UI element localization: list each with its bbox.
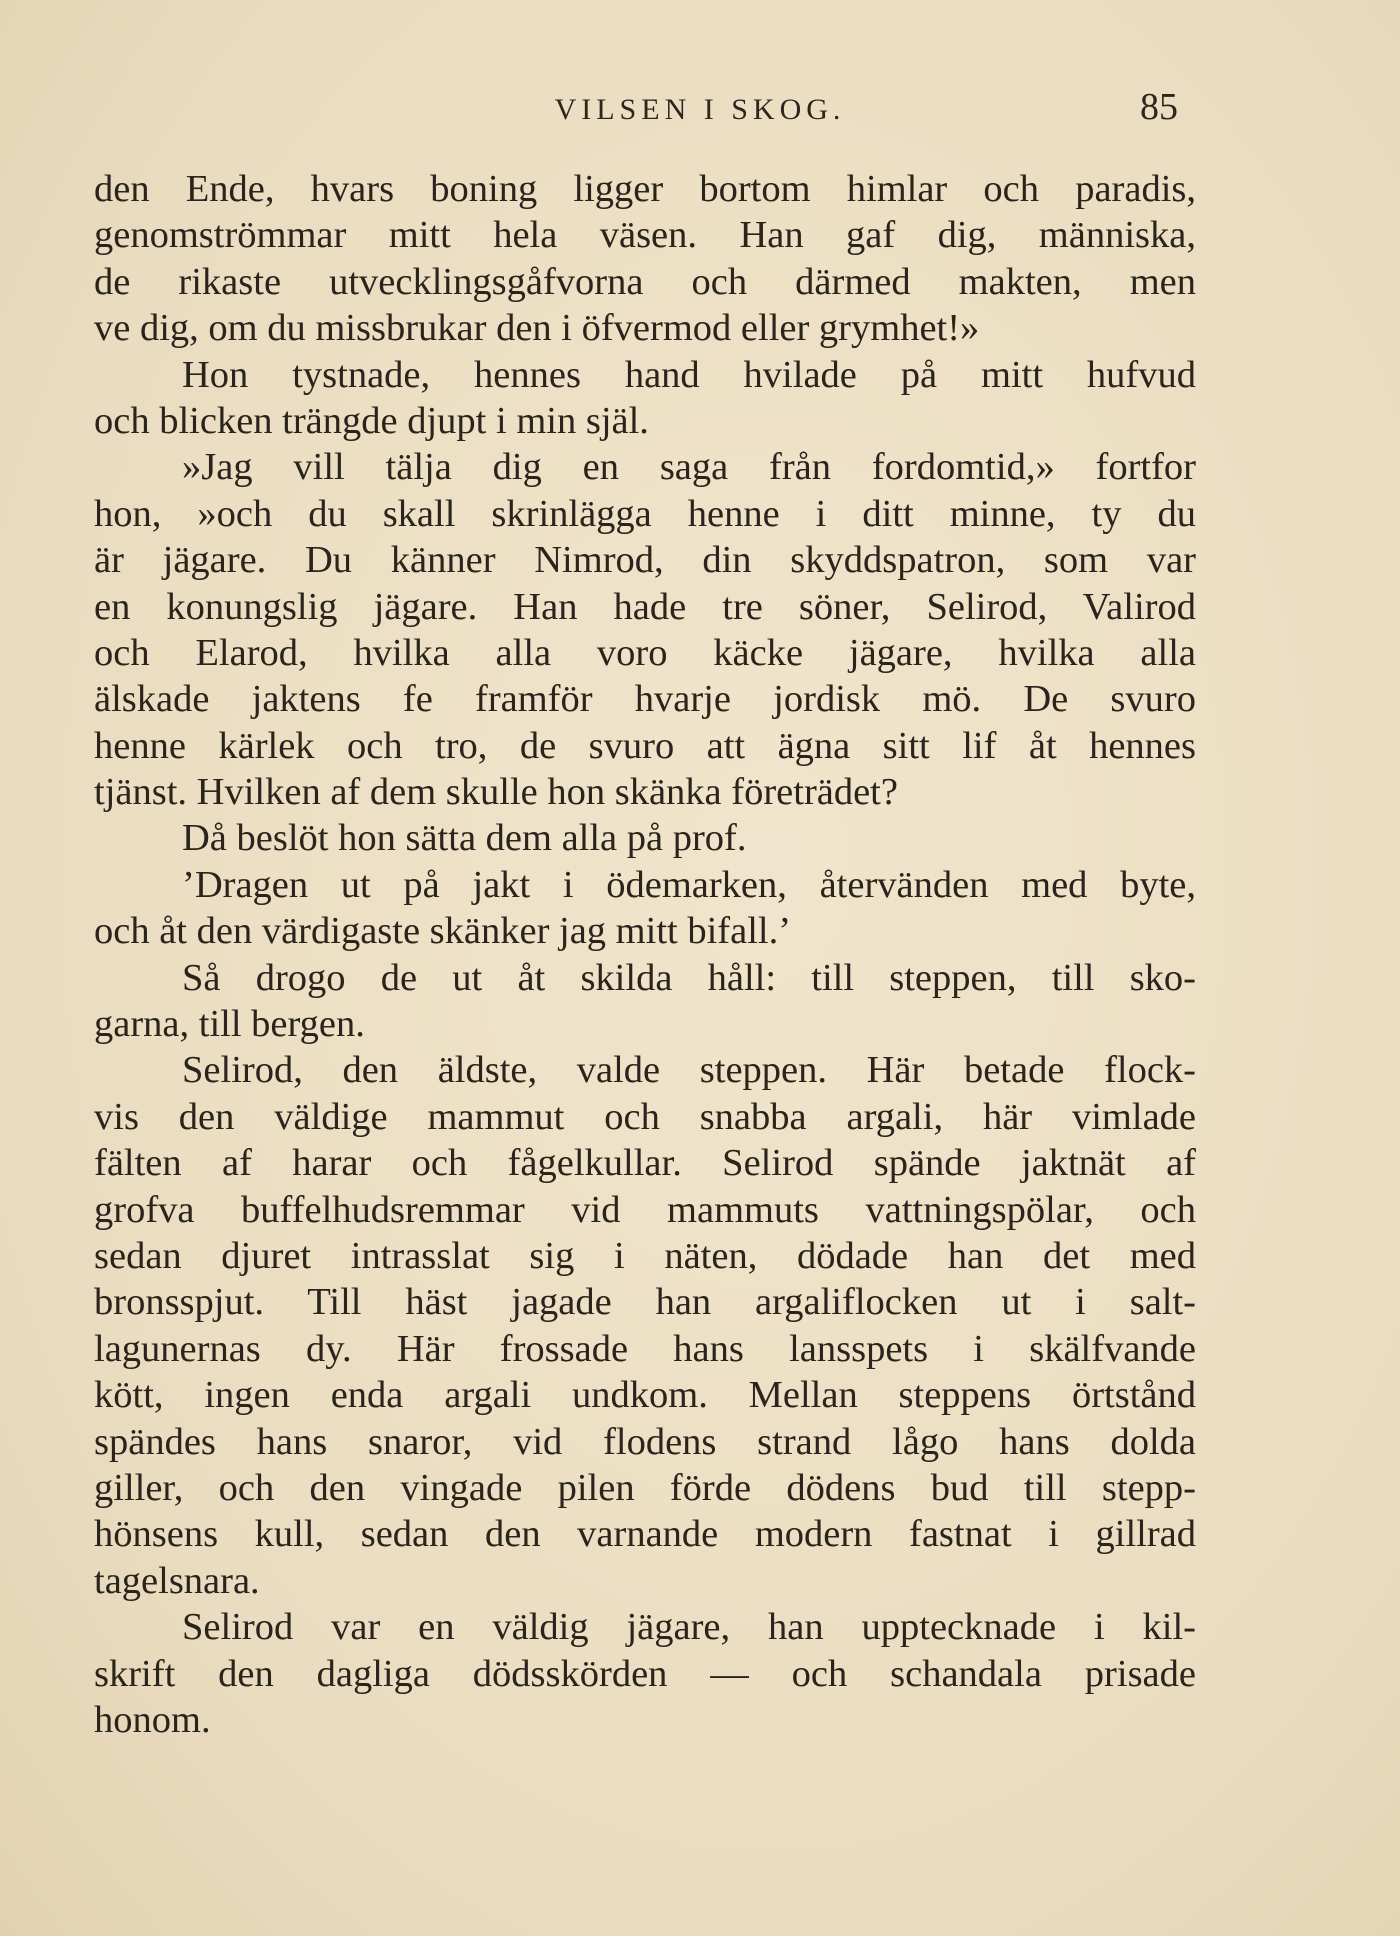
text-line: vis den väldige mammut och snabba argali, här vimlade [94, 1095, 1196, 1138]
text-line: fälten af harar och fågelkullar. Selirod spände jaktnät af [94, 1142, 1196, 1185]
text-line: giller, och den vingade pilen förde dödens bud till stepp- [94, 1466, 1196, 1509]
text-line: en konungslig jägare. Han hade tre söner, Selirod, Valirod [94, 585, 1196, 628]
text-line: grofva buffelhudsremmar vid mammuts vattningspölar, och [94, 1188, 1196, 1231]
text-line: skrift den dagliga dödsskörden — och schandala prisade [94, 1652, 1196, 1695]
text-line: ’Dragen ut på jakt i ödemarken, återvänden med byte, [182, 863, 1196, 906]
text-line: och åt den värdigaste skänker jag mitt bifall.’ [94, 910, 792, 953]
text-line: och Elarod, hvilka alla voro käcke jägare, hvilka alla [94, 631, 1196, 674]
running-header: VILSEN I SKOG. [554, 93, 846, 126]
text-line: Selirod var en väldig jägare, han upptecknade i kil- [182, 1606, 1196, 1649]
text-line: kött, ingen enda argali undkom. Mellan steppens örtstånd [94, 1374, 1196, 1417]
text-line: älskade jaktens fe framför hvarje jordisk mö. De svuro [94, 678, 1196, 721]
text-line: tagelsnara. [94, 1559, 260, 1602]
text-line: den Ende, hvars boning ligger bortom himlar och paradis, [94, 168, 1196, 210]
text-line: sedan djuret intrasslat sig i näten, dödade han det med [94, 1234, 1196, 1277]
text-line: lagunernas dy. Här frossade hans lansspets i skälfvande [94, 1327, 1196, 1370]
text-line: Hon tystnade, hennes hand hvilade på mitt hufvud [182, 353, 1196, 396]
text-line: spändes hans snaror, vid flodens strand lågo hans dolda [94, 1420, 1196, 1463]
text-line: hönsens kull, sedan den varnande modern fastnat i gillrad [94, 1513, 1196, 1556]
text-line: genomströmmar mitt hela väsen. Han gaf dig, människa, [94, 214, 1196, 257]
text-line: »Jag vill tälja dig en saga från fordomtid,» fortfor [182, 446, 1196, 489]
text-line: henne kärlek och tro, de svuro att ägna sitt lif åt hennes [94, 724, 1196, 767]
text-line: hon, »och du skall skrinlägga henne i ditt minne, ty du [94, 492, 1196, 535]
body-text [94, 166, 1196, 1743]
text-line: Så drogo de ut åt skilda håll: till steppen, till sko- [182, 956, 1196, 999]
text-line: Selirod, den äldste, valde steppen. Här betade flock- [182, 1049, 1196, 1092]
text-line: är jägare. Du känner Nimrod, din skyddspatron, som var [94, 539, 1196, 582]
text-line: bronsspjut. Till häst jagade han argaliflocken ut i salt- [94, 1281, 1196, 1324]
text-line: de rikaste utvecklingsgåfvorna och därmed makten, men [94, 260, 1196, 303]
page-number: 85 [1140, 86, 1178, 128]
text-line: Då beslöt hon sätta dem alla på prof. [182, 817, 747, 860]
text-line: tjänst. Hvilken af dem skulle hon skänka företrädet? [94, 771, 898, 814]
text-line: ve dig, om du missbrukar den i öfvermod eller grymhet!» [94, 307, 980, 350]
text-line: garna, till bergen. [94, 1003, 365, 1046]
text-line: honom. [94, 1698, 211, 1741]
text-line: och blicken trängde djupt i min själ. [94, 399, 649, 442]
